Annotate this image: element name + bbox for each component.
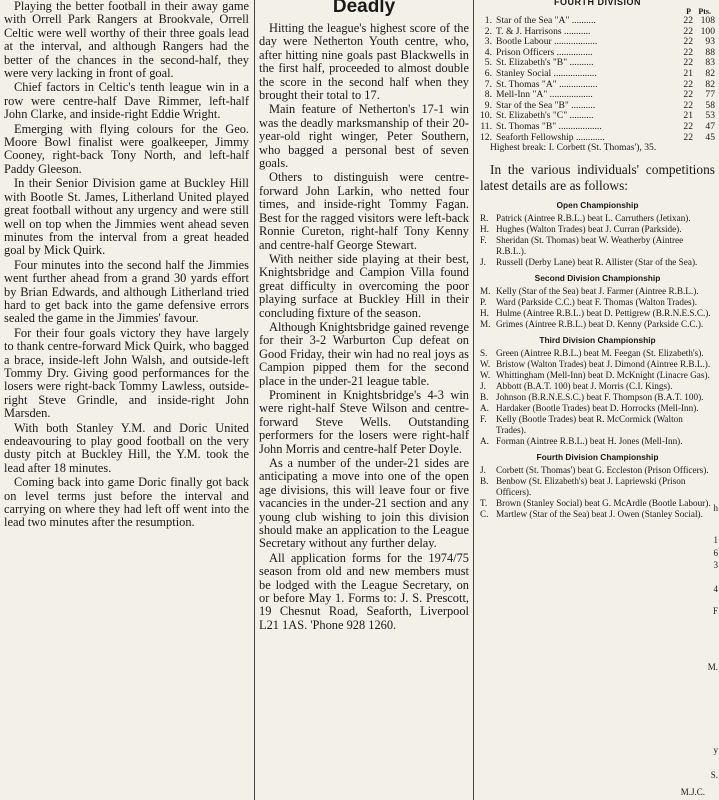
result-item [480, 308, 715, 319]
highest-break: Highest break: I. Corbett (St. Thomas'), 35. [490, 142, 657, 154]
result-text: Benbow (St. Elizabeth's) beat J. Lapriewski (Prison Officers). [496, 475, 686, 497]
article-paragraph: Playing the better football in their away game with Orrell Park Rangers at Brookvale, Orrell Celtic were well worthy of their three goals lead at the interval, and although Rangers had the better of the chances in the second-half, they were very lacking in front of goal. [4, 0, 249, 81]
table-row [480, 37, 715, 48]
result-text: Abbott (B.A.T. 100) beat J. Morris (C.I. Kings). [496, 380, 673, 391]
result-item [480, 436, 715, 447]
table-row [480, 48, 715, 59]
result-initial: J. [480, 256, 486, 267]
result-initial: C. [480, 508, 489, 519]
games-played: 22 [683, 25, 693, 37]
team-name: St. Elizabeth's "B" .......... [496, 58, 594, 69]
result-initial: B. [480, 391, 489, 402]
result-item [480, 286, 715, 297]
championship-title: Open Championship [556, 199, 639, 210]
header-played: P [686, 7, 691, 16]
points: 82 [705, 67, 715, 79]
table-row [480, 80, 715, 91]
edge-mark: 4 [713, 584, 718, 594]
result-item [480, 414, 715, 436]
article-paragraph: All application forms for the 1974/75 season from old and new members must be lodged with the League Secretary, on or before May 1. Forms to: J. S. Prescott, 19 Chesnut Road, Seaforth, Liverpool L21 1AS. 'Phone 928 1260. [259, 550, 469, 632]
article-paragraph: With neither side playing at their best, Knightsbridge and Campion Villa found great difficulty in overcoming the poor playing surface at Buckley Hill in their concluding fixture of the season. [259, 251, 469, 320]
games-played: 22 [683, 15, 693, 26]
edge-mark: F [712, 606, 718, 616]
games-played: 21 [683, 67, 693, 79]
games-played: 21 [683, 110, 693, 122]
games-played: 22 [683, 78, 693, 90]
result-initial: H. [480, 307, 489, 318]
points: 53 [705, 110, 715, 122]
points: 77 [705, 89, 715, 101]
result-text: Corbett (St. Thomas') beat G. Eccleston (Prison Officers). [496, 464, 709, 475]
table-row [480, 58, 715, 69]
result-initial: M. [480, 285, 491, 296]
team-position: 4. [484, 46, 492, 58]
article-paragraph: Coming back into game Doric finally got back on level terms just before the interval and carrying on where they had left off went into the lead two minutes after the resumption. [4, 475, 249, 530]
team-name: Star of the Sea "A" .......... [496, 16, 596, 26]
table-row [480, 16, 715, 27]
games-played: 22 [683, 36, 693, 48]
result-item [480, 319, 715, 330]
result-text: Hughes (Walton Trades) beat J. Curran (Parkside). [496, 223, 682, 234]
points: 108 [700, 15, 715, 26]
column-middle [254, 0, 473, 800]
team-position: 3. [484, 36, 492, 48]
result-text: Ward (Parkside C.C.) beat F. Thomas (Walton Trades). [496, 296, 697, 307]
team-position: 8. [484, 89, 492, 101]
points: 58 [705, 99, 715, 111]
edge-mark: 1 [713, 535, 718, 545]
team-position: 1. [484, 15, 492, 26]
team-position: 6. [484, 67, 492, 79]
league-table-title: FOURTH DIVISION [553, 0, 641, 7]
result-item [480, 348, 715, 359]
result-text: Hardaker (Bootle Trades) beat D. Horrocks (Mell-Inn). [496, 402, 699, 413]
points: 88 [705, 46, 715, 58]
result-initial: F. [480, 413, 487, 424]
result-initial: J. [480, 464, 486, 475]
article-paragraph: In their Senior Division game at Buckley Hill with Bootle St. James, Litherland United played great football without any urgency and were still well on top when the Jimmies went ahead seven minutes from the interval from a great headed goal by Mick Quirk. [4, 176, 249, 258]
result-item [480, 381, 715, 392]
games-played: 22 [683, 57, 693, 69]
team-name: Mell-Inn "A" .................. [496, 90, 593, 101]
result-initial: H. [480, 223, 489, 234]
article-paragraph: For their four goals victory they have largely to thank centre-forward Mick Quirk, who bagged a brace, inside-left John Walsh, and outside-left Tommy Dry. Giving good performances for the losers were right-back Tommy Lawless, outside-right Steve Grindle, and inside-right John Marsden. [4, 325, 249, 421]
result-initial: J. [480, 380, 486, 391]
league-table-header [480, 7, 715, 16]
points: 47 [705, 120, 715, 132]
team-position: 10. [480, 110, 492, 122]
edge-mark: h [713, 503, 718, 513]
edge-mark: S. [710, 770, 718, 780]
championship-title: Third Division Championship [539, 334, 656, 345]
league-table [480, 16, 715, 143]
points: 93 [705, 36, 715, 48]
points: 100 [700, 25, 715, 37]
edge-mark: y [713, 745, 718, 755]
points: 82 [705, 78, 715, 90]
article-paragraph: Prominent in Knightsbridge's 4-3 win were right-half Steve Wilson and centre-forward Steve Wells. Outstanding performers for the losers were right-half John Morris and centre-half Peter Doyle. [259, 387, 469, 456]
table-row [480, 27, 715, 38]
team-position: 9. [484, 99, 492, 111]
table-row [480, 122, 715, 133]
result-text: Martlew (Star of the Sea) beat J. Owen (Stanley Social). [496, 508, 703, 519]
article-paragraph: Others to distinguish were centre-forward John Larkin, who netted four times, and inside-right Tommy Fagan. Best for the ragged visitors were left-back Ronnie Cureton, right-half Tony Kenny and centre-half George Stewart. [259, 170, 469, 252]
result-text: Bristow (Walton Trades) beat J. Dimond (Aintree R.B.L.). [496, 358, 711, 369]
championship-title: Second Division Championship [534, 272, 661, 283]
result-item [480, 476, 715, 498]
result-text: Sheridan (St. Thomas) beat W. Weatherby (Aintree R.B.L.). [496, 234, 684, 256]
headline-deadly: Deadly [332, 0, 396, 17]
result-initial: W. [480, 358, 491, 369]
result-initial: M. [480, 318, 491, 329]
result-item [480, 359, 715, 370]
team-position: 7. [484, 78, 492, 90]
result-initial: A. [480, 402, 489, 413]
result-initial: S. [480, 347, 488, 358]
column-right [473, 0, 719, 800]
games-played: 22 [683, 46, 693, 58]
edge-mark: M. [707, 662, 718, 672]
result-text: Kelly (Bootle Trades) beat R. McCormick (Walton Trades). [496, 413, 683, 435]
result-initial: W. [480, 369, 491, 380]
result-item [480, 498, 715, 509]
article-paragraph: With both Stanley Y.M. and Doric United endeavouring to play good football on the very dusty pitch at Buckley Hill, the Y.M. took the lead after 18 minutes. [4, 420, 249, 475]
team-name: St. Thomas "B" .................. [496, 121, 602, 132]
team-position: 2. [484, 25, 492, 37]
header-points: Pts. [698, 7, 711, 16]
signature: M.J.C. [680, 787, 705, 797]
games-played: 22 [683, 131, 693, 143]
result-text: Forman (Aintree R.B.L.) beat H. Jones (Mell-Inn). [496, 435, 683, 446]
result-item [480, 297, 715, 308]
result-text: Green (Aintree R.B.L.) beat M. Feegan (St. Elizabeth's). [496, 347, 704, 358]
article-paragraph: Chief factors in Celtic's tenth league win in a row were centre-half Dave Rimmer, left-half John Clarke, and inside-right Eddie Wright. [4, 80, 249, 122]
article-paragraph: Four minutes into the second half the Jimmies went further ahead from a grand 30 yards effort by Brian Edwards, and although Litherland tried hard to get back into the game defensive errors sealed the game in the Jimmies' favour. [4, 257, 249, 326]
table-row [480, 69, 715, 80]
team-name: St. Thomas "A" ................ [496, 79, 598, 90]
article-paragraph: Emerging with flying colours for the Geo. Moore Bowl finalist were goalkeeper, Jimmy Cooney, right-back Tony North, and left-half Paddy Gleeson. [4, 121, 249, 176]
result-text: Russell (Derby Lane) beat R. Allister (Star of the Sea). [496, 256, 698, 267]
team-name: Bootle Labour .................. [496, 37, 598, 48]
result-text: Brown (Stanley Social) beat G. McArdle (Bootle Labour). [496, 497, 711, 508]
result-initial: T. [480, 497, 488, 508]
result-text: Johnson (B.R.N.E.S.C.) beat F. Thompson (B.A.T. 100). [496, 391, 704, 402]
result-item [480, 213, 715, 224]
result-initial: P. [480, 296, 487, 307]
games-played: 22 [683, 120, 693, 132]
result-initial: F. [480, 234, 487, 245]
result-text: Kelly (Star of the Sea) beat J. Farmer (Aintree R.B.L.). [496, 285, 699, 296]
team-name: Prison Officers ............... [496, 47, 593, 58]
championship-title: Fourth Division Championship [536, 451, 659, 462]
result-item [480, 392, 715, 403]
article-paragraph: Although Knightsbridge gained revenge for their 3-2 Warburton Cup defeat on Good Friday, their win had no real joys as Campion pipped them for the second place in the under-21 league table. [259, 319, 469, 388]
result-initial: R. [480, 212, 489, 223]
article-paragraph: Main feature of Netherton's 17-1 win was the deadly marksmanship of their 20-year-old right winger, Peter Southern, who bagged a personal best of seven goals. [259, 102, 469, 171]
points: 83 [705, 57, 715, 69]
games-played: 22 [683, 89, 693, 101]
result-item [480, 224, 715, 235]
team-name: Stanley Social .................. [496, 68, 597, 79]
team-name: Star of the Sea "B" .......... [496, 100, 596, 111]
games-played: 22 [683, 99, 693, 111]
table-row [480, 101, 715, 112]
result-text: Whittingham (Mell-Inn) beat D. McKnight (Linacre Gas). [496, 369, 710, 380]
team-position: 11. [480, 120, 492, 132]
result-item [480, 403, 715, 414]
article-paragraph: As a number of the under-21 sides are anticipating a move into one of the open age divisions, this will leave four or five vacancies in the under-21 section and any young club wishing to join this division should make an application to the League Secretary without any further delay. [259, 456, 469, 551]
result-text: Patrick (Aintree R.B.L.) beat L. Carruthers (Jetixan). [496, 212, 691, 223]
points: 45 [705, 131, 715, 143]
edge-mark: 6 [713, 548, 718, 558]
result-text: Hulme (Aintree R.B.L.) beat D. Pettigrew (B.R.N.E.S.C.). [496, 307, 711, 318]
result-item [480, 509, 715, 520]
championships-intro: In the various individuals' competitions latest details are as follows: [480, 161, 715, 193]
result-initial: B. [480, 475, 489, 486]
team-name: T. & J. Harrisons ........... [496, 26, 591, 37]
team-position: 12. [480, 131, 492, 143]
table-row [480, 90, 715, 101]
edge-mark: 3 [713, 560, 718, 570]
team-position: 5. [484, 57, 492, 69]
result-initial: A. [480, 435, 489, 446]
column-left [0, 0, 253, 800]
result-item [480, 257, 715, 268]
result-text: Grimes (Aintree R.B.L.) beat D. Kenny (Parkside C.C.). [496, 318, 704, 329]
team-name: St. Elizabeth's "C" .......... [496, 111, 594, 122]
article-paragraph: Hitting the league's highest score of the day were Netherton Youth centre, who, after hitting nine goals past Blackwells in the first half, proceeded to almost double the score in the second half when they brought their total to 17. [259, 21, 469, 103]
table-row [480, 111, 715, 122]
result-item [480, 370, 715, 381]
team-name: Seaforth Fellowship ............ [496, 132, 605, 143]
result-item [480, 235, 715, 257]
result-item [480, 465, 715, 476]
